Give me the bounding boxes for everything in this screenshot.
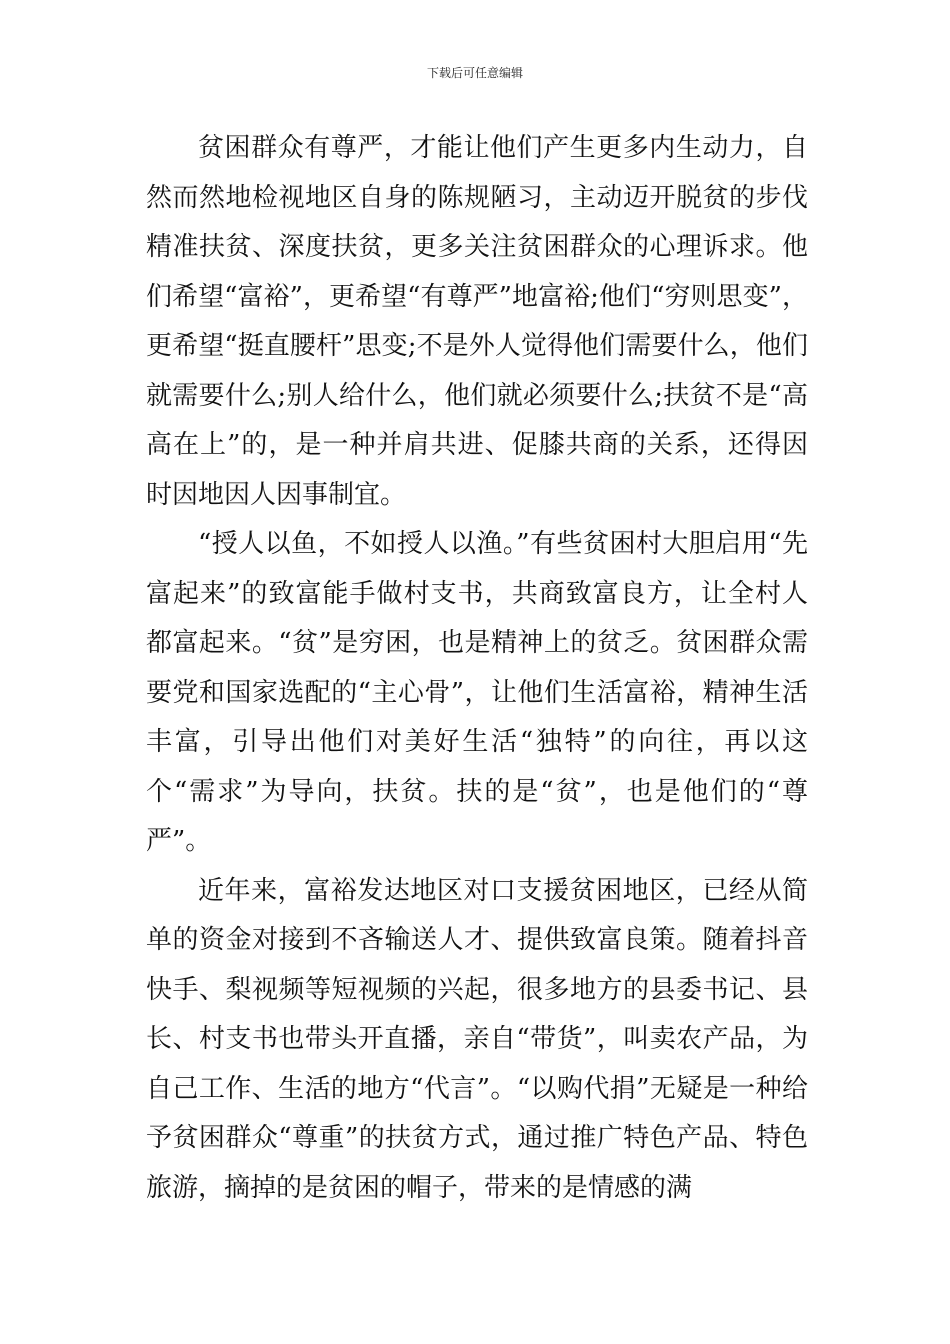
paragraph-1: 贫困群众有尊严，才能让他们产生更多内生动力，自然而然地检视地区自身的陈规陋习，主动迈开脱贫的步伐精准扶贫、深度扶贫，更多关注贫困群众的心理诉求。他们希望“富裕”，更希望“有尊严”地富裕;他们“穷则思变”，更希望“挺直腰杆”思变;不是外人觉得他们需要什么，他们就需要什么;别人给什么，他们就必须要什么;扶贫不是“高高在上”的，是一种并肩共进、促膝共商的关系，还得因时因地因人因事制宜。 [146, 133, 808, 510]
paragraph-2: “授人以鱼，不如授人以渔。”有些贫困村大胆启用“先富起来”的致富能手做村支书，共商致富良方，让全村人都富起来。“贫”是穷困，也是精神上的贫乏。贫困群众需要党和国家选配的“主心骨”，让他们生活富裕，精神生活丰富，引导出他们对美好生活“独特”的向往，再以这个“需求”为导向，扶贫。扶的是“贫”，也是他们的“尊严”。 [146, 529, 808, 856]
page-header: 下载后可任意编辑 [426, 66, 523, 80]
paragraph-3: 近年来，富裕发达地区对口支援贫困地区，已经从简单的资金对接到不吝输送人才、提供致富良策。随着抖音快手、梨视频等短视频的兴起，很多地方的县委书记、县长、村支书也带头开直播，亲自“带货”，叫卖农产品，为自己工作、生活的地方“代言”。“以购代捐”无疑是一种给予贫困群众“尊重”的扶贫方式，通过推广特色产品、特色旅游，摘掉的是贫困的帽子，带来的是情感的满 [146, 875, 808, 1203]
document-body [146, 124, 808, 1213]
